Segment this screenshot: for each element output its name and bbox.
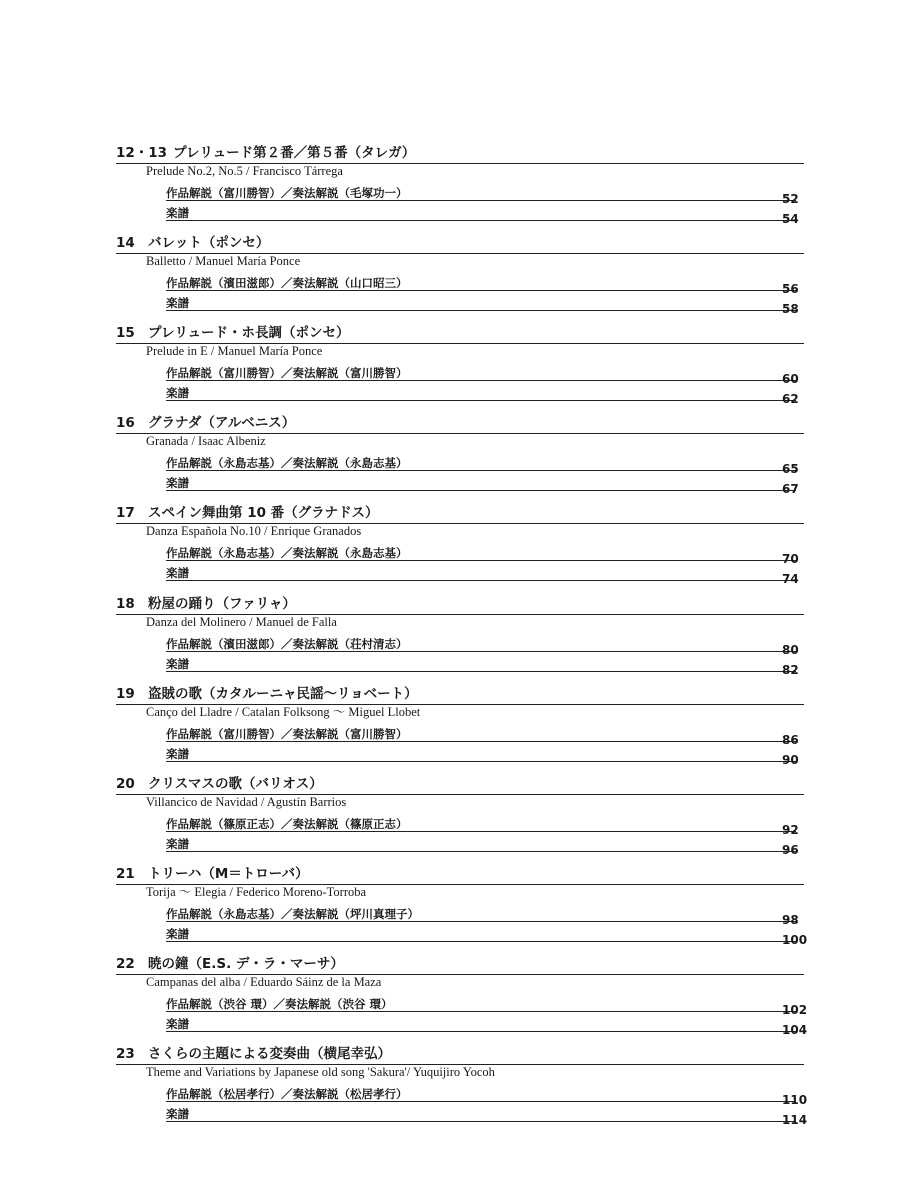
commentary-row[interactable] [166,546,799,566]
commentary-label: 作品解説（富川勝智）／奏法解説（富川勝智） [166,366,408,380]
entry-number: 12・13 [116,145,168,161]
toc-entry [116,414,804,500]
commentary-label: 作品解説（松居孝行）／奏法解説（松居孝行） [166,1087,408,1101]
entry-subtitle: Danza del Molinero / Manuel de Falla [146,615,337,629]
toc-entry [116,775,804,861]
score-row[interactable] [166,476,799,496]
toc-entry [116,234,804,320]
commentary-label: 作品解説（永島志基）／奏法解説（永島志基） [166,456,408,470]
entry-number: 15 [116,325,135,341]
entry-header [116,865,804,885]
score-row[interactable] [166,837,799,857]
toc-entry [116,865,808,951]
score-row[interactable] [166,927,808,947]
toc-entry [116,1045,808,1131]
commentary-label: 作品解説（富川勝智）／奏法解説（毛塚功一） [166,186,408,200]
commentary-label: 作品解説（富川勝智）／奏法解説（富川勝智） [166,727,408,741]
entry-number: 22 [116,956,135,972]
commentary-page-number: 102 [782,1003,808,1017]
entry-number: 20 [116,776,135,792]
toc-entry [116,504,804,590]
entry-header [116,595,804,615]
score-label: 楽譜 [166,747,189,761]
toc-entry [116,324,804,410]
score-page-number: 74 [782,572,799,586]
commentary-page-number: 86 [782,733,799,747]
score-row[interactable] [166,1017,808,1037]
entry-subtitle: Theme and Variations by Japanese old song 'Sakura'/ Yuquijiro Yocoh [146,1065,495,1079]
commentary-label: 作品解説（永島志基）／奏法解説（坪川真理子） [166,907,419,921]
commentary-row[interactable] [166,727,799,747]
entry-title: クリスマスの歌（バリオス） [148,776,323,792]
score-label: 楽譜 [166,1107,189,1121]
score-row[interactable] [166,566,799,586]
score-row[interactable] [166,747,799,767]
score-row[interactable] [166,1107,808,1127]
commentary-row[interactable] [166,817,799,837]
entry-subtitle: Campanas del alba / Eduardo Sáinz de la Maza [146,975,382,989]
entry-title: 盗賊の歌（カタルーニャ民謡～リョベート） [148,686,418,702]
entry-number: 18 [116,596,135,612]
commentary-page-number: 98 [782,913,799,927]
entry-header [116,414,804,434]
commentary-page-number: 60 [782,372,799,386]
score-page-number: 58 [782,302,799,316]
commentary-row[interactable] [166,276,799,296]
entry-header [116,685,804,705]
entry-number: 17 [116,505,135,521]
toc-entry [116,955,808,1041]
entry-header [116,324,804,344]
commentary-page-number: 70 [782,552,799,566]
commentary-page-number: 52 [782,192,799,206]
entry-header [116,504,804,524]
score-page-number: 100 [782,933,808,947]
entry-title: トリーハ（M＝トローバ） [148,866,309,882]
entry-header [116,775,804,795]
score-page-number: 104 [782,1023,808,1037]
entry-title: プレリュード・ホ長調（ポンセ） [148,325,350,341]
commentary-label: 作品解説（永島志基）／奏法解説（永島志基） [166,546,408,560]
score-page-number: 54 [782,212,799,226]
entry-title: スペイン舞曲第 10 番（グラナドス） [148,505,379,521]
entry-title: バレット（ポンセ） [148,235,270,251]
commentary-row[interactable] [166,366,799,386]
score-page-number: 114 [782,1113,808,1127]
entry-title: 粉屋の踊り（ファリャ） [148,596,296,612]
entry-number: 23 [116,1046,135,1062]
entry-header [116,234,804,254]
toc-entry [116,144,804,230]
score-row[interactable] [166,206,799,226]
entry-number: 21 [116,866,135,882]
commentary-label: 作品解説（濱田滋郎）／奏法解説（山口昭三） [166,276,408,290]
entry-title: 暁の鐘（E.S. デ・ラ・マーサ） [148,956,344,972]
entry-number: 19 [116,686,135,702]
entry-subtitle: Danza Española No.10 / Enrique Granados [146,524,362,538]
commentary-label: 作品解説（篠原正志）／奏法解説（篠原正志） [166,817,408,831]
commentary-row[interactable] [166,907,799,927]
score-row[interactable] [166,386,799,406]
entry-subtitle: Balletto / Manuel María Ponce [146,254,301,268]
commentary-page-number: 56 [782,282,799,296]
toc-entry [116,595,804,681]
score-label: 楽譜 [166,566,189,580]
score-page-number: 82 [782,663,799,677]
commentary-page-number: 80 [782,643,799,657]
entry-subtitle: Canço del Lladre / Catalan Folksong 〜 Miguel Llobet [146,705,421,719]
score-label: 楽譜 [166,837,189,851]
commentary-row[interactable] [166,186,799,206]
commentary-page-number: 65 [782,462,799,476]
score-label: 楽譜 [166,386,189,400]
score-label: 楽譜 [166,476,189,490]
score-label: 楽譜 [166,206,189,220]
entry-header [116,1045,804,1065]
entry-title: プレリュード第２番／第５番（タレガ） [173,145,416,161]
score-page-number: 67 [782,482,799,496]
commentary-label: 作品解説（濱田滋郎）／奏法解説（荘村清志） [166,637,408,651]
commentary-row[interactable] [166,1087,808,1107]
entry-title: グラナダ（アルベニス） [148,415,296,431]
commentary-page-number: 92 [782,823,799,837]
entry-subtitle: Prelude in E / Manuel María Ponce [146,344,323,358]
entry-header [116,144,804,164]
entry-title: さくらの主題による変奏曲（横尾幸弘） [148,1046,391,1062]
score-row[interactable] [166,296,799,316]
entry-number: 14 [116,235,135,251]
score-page-number: 62 [782,392,799,406]
commentary-row[interactable] [166,997,808,1017]
score-page-number: 96 [782,843,799,857]
entry-subtitle: Prelude No.2, No.5 / Francisco Tárrega [146,164,343,178]
entry-subtitle: Granada / Isaac Albeniz [146,434,266,448]
score-row[interactable] [166,657,799,677]
commentary-page-number: 110 [782,1093,808,1107]
entry-subtitle: Torija 〜 Elegia / Federico Moreno-Torroba [146,885,367,899]
commentary-row[interactable] [166,456,799,476]
entry-subtitle: Villancico de Navidad / Agustín Barrios [146,795,347,809]
toc-entry [116,685,804,771]
entry-number: 16 [116,415,135,431]
entry-header [116,955,804,975]
score-page-number: 90 [782,753,799,767]
score-label: 楽譜 [166,1017,189,1031]
commentary-row[interactable] [166,637,799,657]
score-label: 楽譜 [166,927,189,941]
commentary-label: 作品解説（渋谷 環）／奏法解説（渋谷 環） [166,997,393,1011]
score-label: 楽譜 [166,296,189,310]
score-label: 楽譜 [166,657,189,671]
